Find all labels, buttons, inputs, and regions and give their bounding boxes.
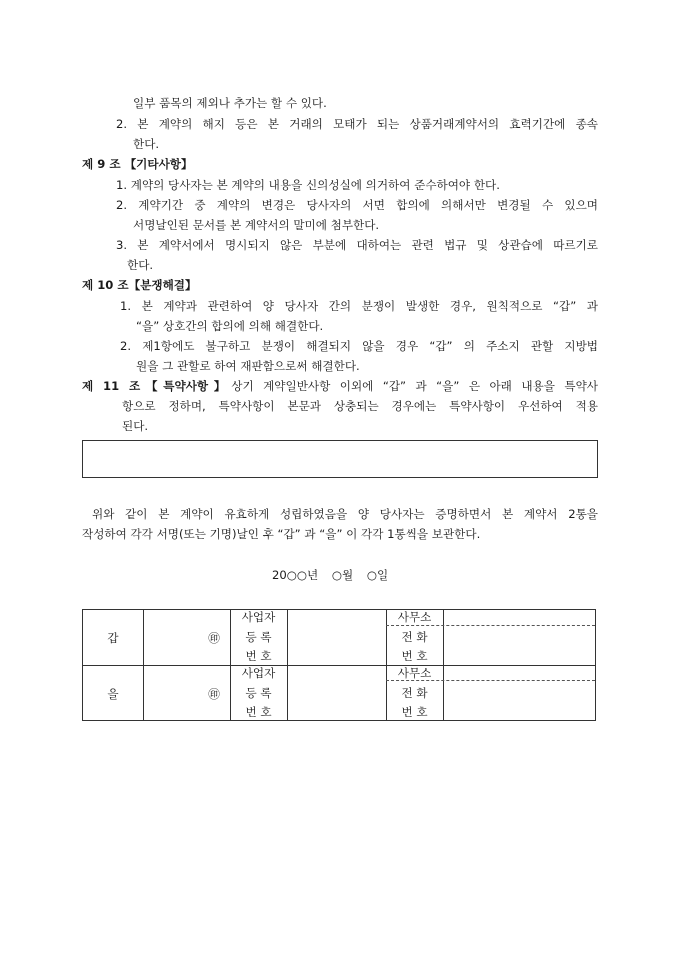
- eul-phone-label-1: 전 화: [401, 686, 428, 700]
- party-eul-label: 을: [107, 687, 119, 701]
- gap-phone-label-2: 번 호: [401, 649, 428, 663]
- article9-item2-line2: 서명날인된 문서를 본 계약서의 말미에 첨부한다.: [133, 218, 380, 232]
- eul-biz-reg-label-2: 등 록: [245, 686, 272, 700]
- gap-biz-reg-label-2: 등 록: [245, 630, 272, 644]
- eul-phone-label-2: 번 호: [401, 705, 428, 719]
- article10-item1-line1: 1. 본 계약과 관련하여 양 당사자 간의 분쟁이 발생한 경우, 원칙적으로 “갑” 과: [120, 299, 598, 313]
- eul-office-label: 사무소: [397, 666, 432, 680]
- gap-biz-reg-label-3: 번 호: [245, 649, 272, 663]
- eul-biz-reg-label-1: 사업자: [241, 666, 276, 680]
- contract-date: 20○○년 ○월 ○일: [272, 568, 389, 582]
- article11-heading: 제 11 조【특약사항】: [82, 379, 232, 393]
- gap-biz-reg-label-1: 사업자: [241, 610, 276, 624]
- gap-office-label: 사무소: [397, 610, 432, 624]
- article10-heading: 제 10 조【분쟁해결】: [82, 278, 197, 292]
- article11-line1: [82, 379, 598, 393]
- closing-line2: 작성하여 각각 서명(또는 기명)날인 후 “갑” 과 “을” 이 각각 1통씩을 보관한다.: [82, 527, 481, 541]
- article10-item2-line1: 2. 제1항에도 불구하고 분쟁이 해결되지 않을 경우 “갑” 의 주소지 관할 지방법: [120, 339, 598, 353]
- article9-item3-line1: 3. 본 계약서에서 명시되지 않은 부분에 대하여는 관련 법규 및 상관습에 따르기로: [116, 238, 598, 252]
- article9-item1: 1. 계약의 당사자는 본 계약의 내용을 신의성실에 의거하여 준수하여야 한다.: [116, 178, 500, 192]
- article9-heading: 제 9 조 【기타사항】: [82, 157, 193, 171]
- article8-item1-continuation: 일부 품목의 제외나 추가는 할 수 있다.: [133, 96, 327, 110]
- seal-eul: ㊞: [208, 687, 220, 701]
- article8-item2-line2: 한다.: [133, 137, 160, 151]
- closing-line1: 위와 같이 본 계약이 유효하게 성립하였음을 양 당사자는 증명하면서 본 계약서 2통을: [92, 507, 598, 521]
- article10-item2-line2: 원을 그 관할로 하여 재판함으로써 해결한다.: [136, 359, 360, 373]
- article9-item3-line2: 한다.: [127, 258, 154, 272]
- gap-phone-label-1: 전 화: [401, 630, 428, 644]
- article8-item2-line1: 2. 본 계약의 해지 등은 본 거래의 모태가 되는 상품거래계약서의 효력기간에 종속: [116, 117, 598, 131]
- special-terms-box: [82, 440, 598, 478]
- article11-line3: 된다.: [122, 419, 149, 433]
- article11-text: 상기 계약일반사항 이외에 “갑” 과 “을” 은 아래 내용을 특약사: [231, 379, 599, 393]
- article11-line2: 항으로 정하며, 특약사항이 본문과 상충되는 경우에는 특약사항이 우선하여 적용: [122, 399, 598, 413]
- article9-item2-line1: 2. 계약기간 중 계약의 변경은 당사자의 서면 합의에 의해서만 변경될 수 있으며: [116, 198, 598, 212]
- seal-gap: ㊞: [208, 631, 220, 645]
- party-gap-label: 갑: [107, 631, 119, 645]
- signature-table: [82, 609, 596, 721]
- article10-item1-line2: “을” 상호간의 합의에 의해 해결한다.: [136, 319, 324, 333]
- eul-biz-reg-label-3: 번 호: [245, 705, 272, 719]
